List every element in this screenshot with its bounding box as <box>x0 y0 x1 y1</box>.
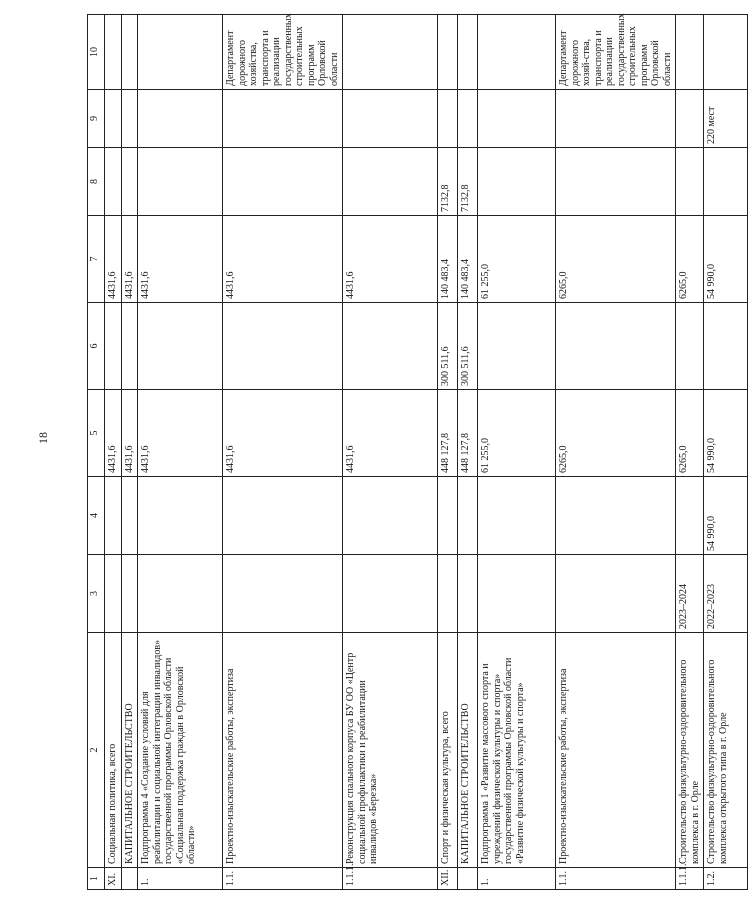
header-row <box>88 15 105 890</box>
header-cell: 8 <box>88 148 105 216</box>
row-local <box>121 148 138 216</box>
row-responsible <box>676 15 704 90</box>
header-cell: 1 <box>88 868 105 890</box>
row-local <box>138 148 223 216</box>
row-federal <box>704 303 748 390</box>
row-period <box>458 555 478 633</box>
row-capacity <box>458 90 478 148</box>
header-cell: 7 <box>88 216 105 303</box>
row-name: Социальная политика, всего <box>105 633 122 868</box>
row-number: 1. <box>478 868 556 890</box>
row-local <box>223 148 343 216</box>
row-total: 4431,6 <box>138 390 223 477</box>
row-number: XII. <box>438 868 458 890</box>
row-local <box>556 148 676 216</box>
row-period: 2023–2024 <box>676 555 704 633</box>
row-regional: 140 483,4 <box>458 216 478 303</box>
row-capacity <box>121 90 138 148</box>
row-estimate <box>343 477 438 555</box>
row-period <box>105 555 122 633</box>
table-row <box>556 15 676 890</box>
row-local <box>676 148 704 216</box>
header-cell: 2 <box>88 633 105 868</box>
row-responsible: Департамент дорожного хозяйства, транспорта и реализации государственных строительных программ Орловской области <box>223 15 343 90</box>
row-number: 1.1.1. <box>343 868 438 890</box>
row-estimate <box>458 477 478 555</box>
row-number: 1.2. <box>704 868 748 890</box>
row-regional: 54 990,0 <box>704 216 748 303</box>
row-total: 4431,6 <box>343 390 438 477</box>
row-estimate <box>438 477 458 555</box>
row-name: Спорт и физическая культура, всего <box>438 633 458 868</box>
row-name: КАПИТАЛЬНОЕ СТРОИТЕЛЬСТВО <box>121 633 138 868</box>
row-local <box>343 148 438 216</box>
table-row <box>343 15 438 890</box>
row-federal <box>478 303 556 390</box>
budget-table <box>87 14 748 890</box>
row-capacity <box>676 90 704 148</box>
row-regional: 61 255,0 <box>478 216 556 303</box>
row-total: 61 255,0 <box>478 390 556 477</box>
row-responsible <box>458 15 478 90</box>
row-name: Строительство физкультурно-оздоровительного комплекса открытого типа в г. Орле <box>704 633 748 868</box>
row-local <box>704 148 748 216</box>
row-local: 7132,8 <box>458 148 478 216</box>
row-regional: 140 483,4 <box>438 216 458 303</box>
table-row <box>478 15 556 890</box>
header-cell: 10 <box>88 15 105 90</box>
row-responsible <box>343 15 438 90</box>
row-federal <box>105 303 122 390</box>
table-row <box>121 15 138 890</box>
rotated-table-wrapper <box>87 13 729 890</box>
row-regional: 4431,6 <box>121 216 138 303</box>
row-name: Подпрограмма 4 «Создание условий для реабилитации и социальной интеграции инвалидов» государственной программы Орловской области «Социальная поддержка граждан в Орловской области» <box>138 633 223 868</box>
row-name: Проектно-изыскательские работы, экспертиза <box>223 633 343 868</box>
row-period <box>121 555 138 633</box>
row-period <box>556 555 676 633</box>
row-regional: 6265,0 <box>676 216 704 303</box>
row-estimate: 54 990,0 <box>704 477 748 555</box>
row-total: 448 127,8 <box>458 390 478 477</box>
row-federal <box>676 303 704 390</box>
row-estimate <box>556 477 676 555</box>
row-federal: 300 511,6 <box>438 303 458 390</box>
row-number: 1.1.1. <box>676 868 704 890</box>
row-responsible <box>438 15 458 90</box>
page-number: 18 <box>36 432 50 444</box>
row-estimate <box>121 477 138 555</box>
row-total: 54 990,0 <box>704 390 748 477</box>
row-number: 1. <box>138 868 223 890</box>
row-responsible <box>105 15 122 90</box>
row-regional: 6265,0 <box>556 216 676 303</box>
row-period <box>138 555 223 633</box>
row-federal: 300 511,6 <box>458 303 478 390</box>
row-total: 448 127,8 <box>438 390 458 477</box>
row-number: 1.1. <box>556 868 676 890</box>
row-capacity <box>223 90 343 148</box>
row-capacity <box>478 90 556 148</box>
row-regional: 4431,6 <box>105 216 122 303</box>
row-responsible <box>478 15 556 90</box>
row-name: Строительство физкультурно-оздоровительного комплекса в г. Орле <box>676 633 704 868</box>
row-number <box>458 868 478 890</box>
row-local: 7132,8 <box>438 148 458 216</box>
table-row <box>438 15 458 890</box>
table-row <box>704 15 748 890</box>
row-responsible <box>704 15 748 90</box>
row-regional: 4431,6 <box>223 216 343 303</box>
row-name: КАПИТАЛЬНОЕ СТРОИТЕЛЬСТВО <box>458 633 478 868</box>
table-row <box>223 15 343 890</box>
row-number <box>121 868 138 890</box>
row-period <box>343 555 438 633</box>
row-estimate <box>223 477 343 555</box>
row-capacity <box>438 90 458 148</box>
header-cell: 3 <box>88 555 105 633</box>
row-capacity <box>556 90 676 148</box>
row-capacity <box>105 90 122 148</box>
row-regional: 4431,6 <box>138 216 223 303</box>
row-estimate <box>478 477 556 555</box>
row-total: 6265,0 <box>676 390 704 477</box>
row-total: 4431,6 <box>121 390 138 477</box>
table-row <box>105 15 122 890</box>
row-period: 2022–2023 <box>704 555 748 633</box>
row-period <box>223 555 343 633</box>
row-federal <box>343 303 438 390</box>
row-total: 6265,0 <box>556 390 676 477</box>
row-responsible <box>138 15 223 90</box>
row-name: Подпрограмма 1 «Развитие массового спорта и учреждений физической культуры и спорта» государственной программы Орловской области «Развитие физической культуры и спорта» <box>478 633 556 868</box>
row-number: XI. <box>105 868 122 890</box>
table-row <box>458 15 478 890</box>
row-local <box>105 148 122 216</box>
header-cell: 6 <box>88 303 105 390</box>
row-capacity <box>138 90 223 148</box>
row-estimate <box>105 477 122 555</box>
row-estimate <box>676 477 704 555</box>
row-name: Проектно-изыскательские работы, экспертиза <box>556 633 676 868</box>
row-federal <box>556 303 676 390</box>
row-federal <box>223 303 343 390</box>
row-capacity <box>343 90 438 148</box>
row-total: 4431,6 <box>223 390 343 477</box>
row-period <box>438 555 458 633</box>
header-cell: 9 <box>88 90 105 148</box>
table-row <box>676 15 704 890</box>
row-period <box>478 555 556 633</box>
row-total: 4431,6 <box>105 390 122 477</box>
row-responsible <box>121 15 138 90</box>
row-capacity: 220 мест <box>704 90 748 148</box>
header-cell: 5 <box>88 390 105 477</box>
row-number: 1.1. <box>223 868 343 890</box>
row-name: Реконструкция спального корпуса БУ ОО «Центр социальной профилактики и реабилитации инвалидов «Березка» <box>343 633 438 868</box>
row-regional: 4431,6 <box>343 216 438 303</box>
row-estimate <box>138 477 223 555</box>
table-row <box>138 15 223 890</box>
row-federal <box>138 303 223 390</box>
row-local <box>478 148 556 216</box>
row-federal <box>121 303 138 390</box>
row-responsible: Департамент дорожного хозяй-ства, транспорта и реализации государственных строительных программ Орловской области <box>556 15 676 90</box>
header-cell: 4 <box>88 477 105 555</box>
